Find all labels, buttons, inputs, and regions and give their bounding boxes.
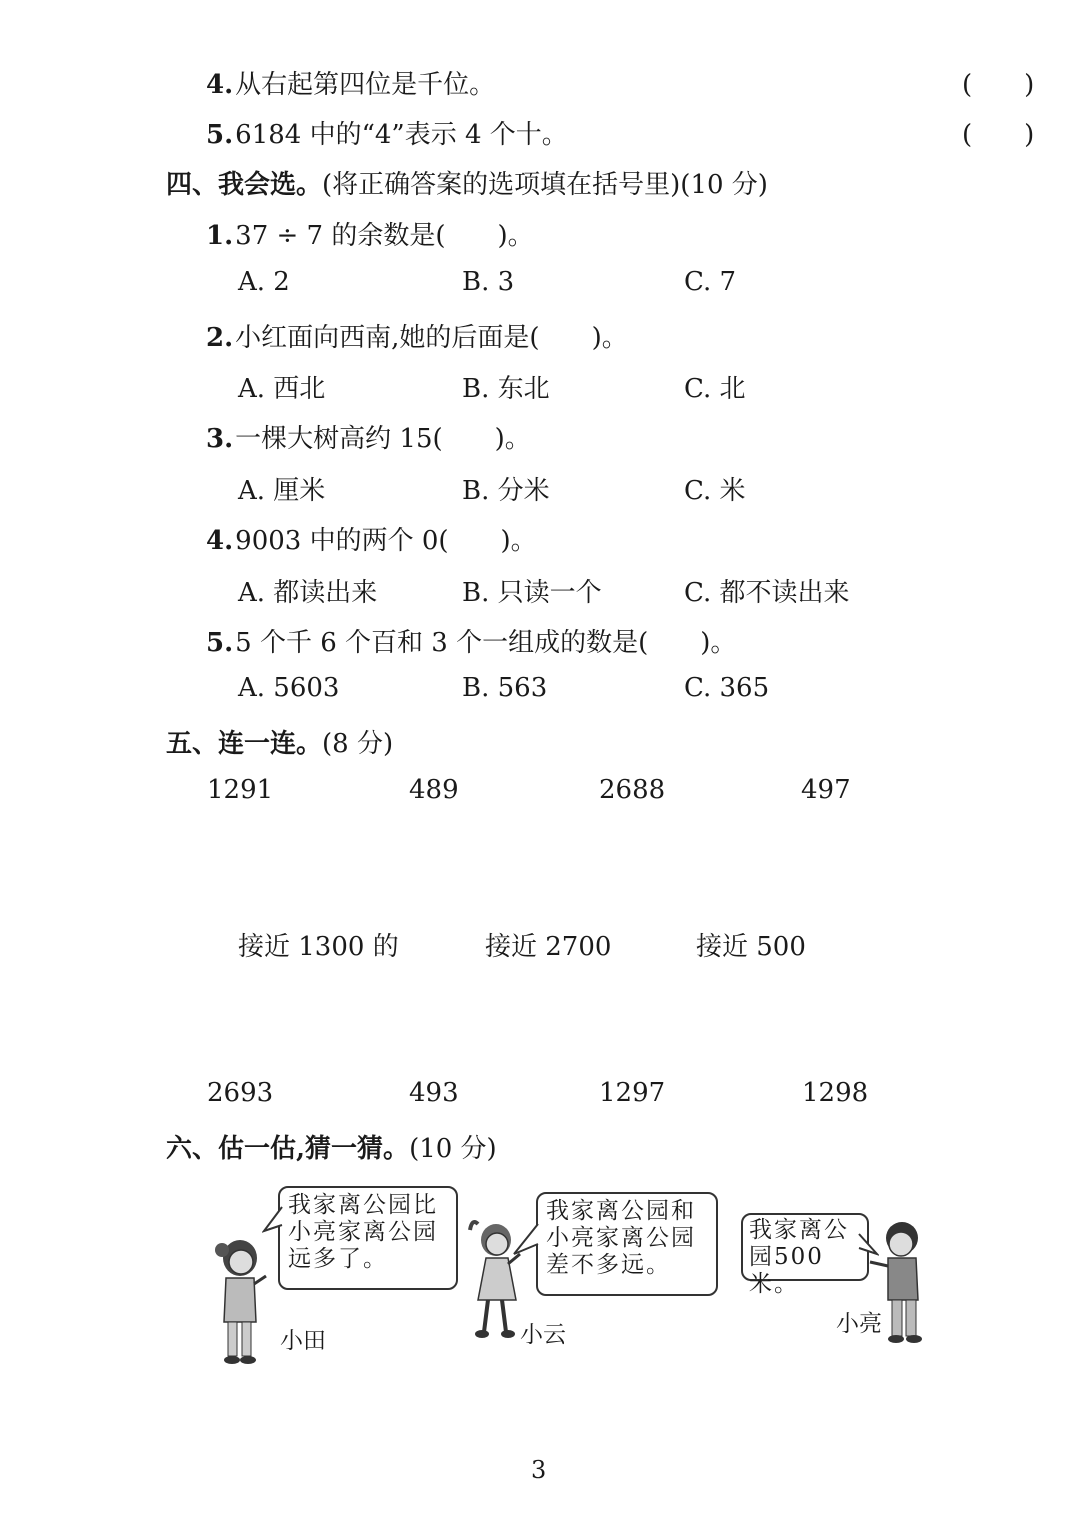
match-top-number[interactable]: 2688: [599, 775, 666, 805]
choice-question-1: [206, 215, 534, 252]
true-false-item-4: [206, 64, 495, 101]
option-a[interactable]: A. 都读出来: [238, 578, 378, 608]
girl-xiaoyun-figure-icon: [468, 1216, 524, 1342]
option-b[interactable]: B. 只读一个: [462, 578, 602, 608]
option-c[interactable]: C. 北: [684, 374, 746, 404]
item-number: 4.: [206, 70, 234, 100]
choice-question-5: [206, 622, 736, 659]
question-number: 5.: [206, 628, 234, 658]
speech-bubble-xiaoliang: 我家离公园500米。: [741, 1213, 869, 1281]
option-a[interactable]: A. 2: [238, 267, 290, 297]
answer-paren-5[interactable]: ( ): [962, 120, 1035, 150]
speech-bubble-xiaoyun: 我家离公园和小亮家离公园差不多远。: [536, 1192, 718, 1296]
speech-bubble-xiaotian: 我家离公园比小亮家离公园远多了。: [278, 1186, 458, 1290]
question-text: 小红面向西南,她的后面是( )。: [235, 323, 628, 353]
match-top-number[interactable]: 1291: [207, 775, 274, 805]
match-top-number[interactable]: 489: [409, 775, 459, 805]
match-bottom-number[interactable]: 1297: [599, 1078, 666, 1108]
match-category-label[interactable]: 接近 1300 的: [238, 932, 399, 962]
option-c[interactable]: C. 7: [684, 267, 737, 297]
question-text: 37 ÷ 7 的余数是( )。: [235, 221, 534, 251]
character-name-xiaoliang: 小亮: [836, 1311, 882, 1337]
choice-question-4: [206, 520, 537, 557]
question-number: 1.: [206, 221, 234, 251]
option-b[interactable]: B. 东北: [462, 374, 550, 404]
choice-question-2: [206, 317, 628, 354]
match-bottom-number[interactable]: 2693: [207, 1078, 274, 1108]
true-false-item-5: [206, 114, 568, 151]
option-b[interactable]: B. 分米: [462, 476, 550, 506]
match-category-label[interactable]: 接近 500: [696, 932, 806, 962]
match-bottom-number[interactable]: 1298: [802, 1078, 869, 1108]
section-points: (将正确答案的选项填在括号里)(10 分): [322, 170, 768, 200]
question-text: 一棵大树高约 15( )。: [235, 424, 531, 454]
option-c[interactable]: C. 米: [684, 476, 746, 506]
section-title: 五、连一连。: [166, 729, 323, 759]
question-number: 3.: [206, 424, 234, 454]
option-a[interactable]: A. 厘米: [238, 476, 326, 506]
section-title: 四、我会选。: [166, 170, 323, 200]
option-b[interactable]: B. 563: [462, 673, 548, 703]
question-text: 5 个千 6 个百和 3 个一组成的数是( )。: [235, 628, 737, 658]
question-text: 9003 中的两个 0( )。: [235, 526, 537, 556]
character-name-xiaotian: 小田: [280, 1328, 326, 1354]
section-title: 六、估一估,猜一猜。: [166, 1134, 410, 1164]
option-a[interactable]: A. 西北: [238, 374, 326, 404]
option-a[interactable]: A. 5603: [238, 673, 340, 703]
match-bottom-number[interactable]: 493: [409, 1078, 459, 1108]
option-c[interactable]: C. 365: [684, 673, 770, 703]
item-text: 6184 中的“4”表示 4 个十。: [235, 120, 568, 150]
match-category-label[interactable]: 接近 2700: [485, 932, 612, 962]
option-b[interactable]: B. 3: [462, 267, 515, 297]
question-number: 2.: [206, 323, 234, 353]
item-number: 5.: [206, 120, 234, 150]
section-points: (10 分): [409, 1134, 497, 1164]
question-number: 4.: [206, 526, 234, 556]
item-text: 从右起第四位是千位。: [235, 70, 496, 100]
bubble-tail-icon: [262, 1205, 284, 1235]
section-6-heading: [166, 1128, 497, 1165]
section-points: (8 分): [322, 729, 394, 759]
page-number: 3: [531, 1456, 547, 1484]
answer-paren-4[interactable]: ( ): [962, 70, 1035, 100]
choice-question-3: [206, 418, 531, 455]
section-5-heading: [166, 723, 393, 760]
section-4-heading: [166, 164, 768, 201]
girl-xiaotian-figure-icon: [208, 1236, 272, 1368]
character-name-xiaoyun: 小云: [520, 1322, 566, 1348]
match-top-number[interactable]: 497: [801, 775, 851, 805]
option-c[interactable]: C. 都不读出来: [684, 578, 850, 608]
